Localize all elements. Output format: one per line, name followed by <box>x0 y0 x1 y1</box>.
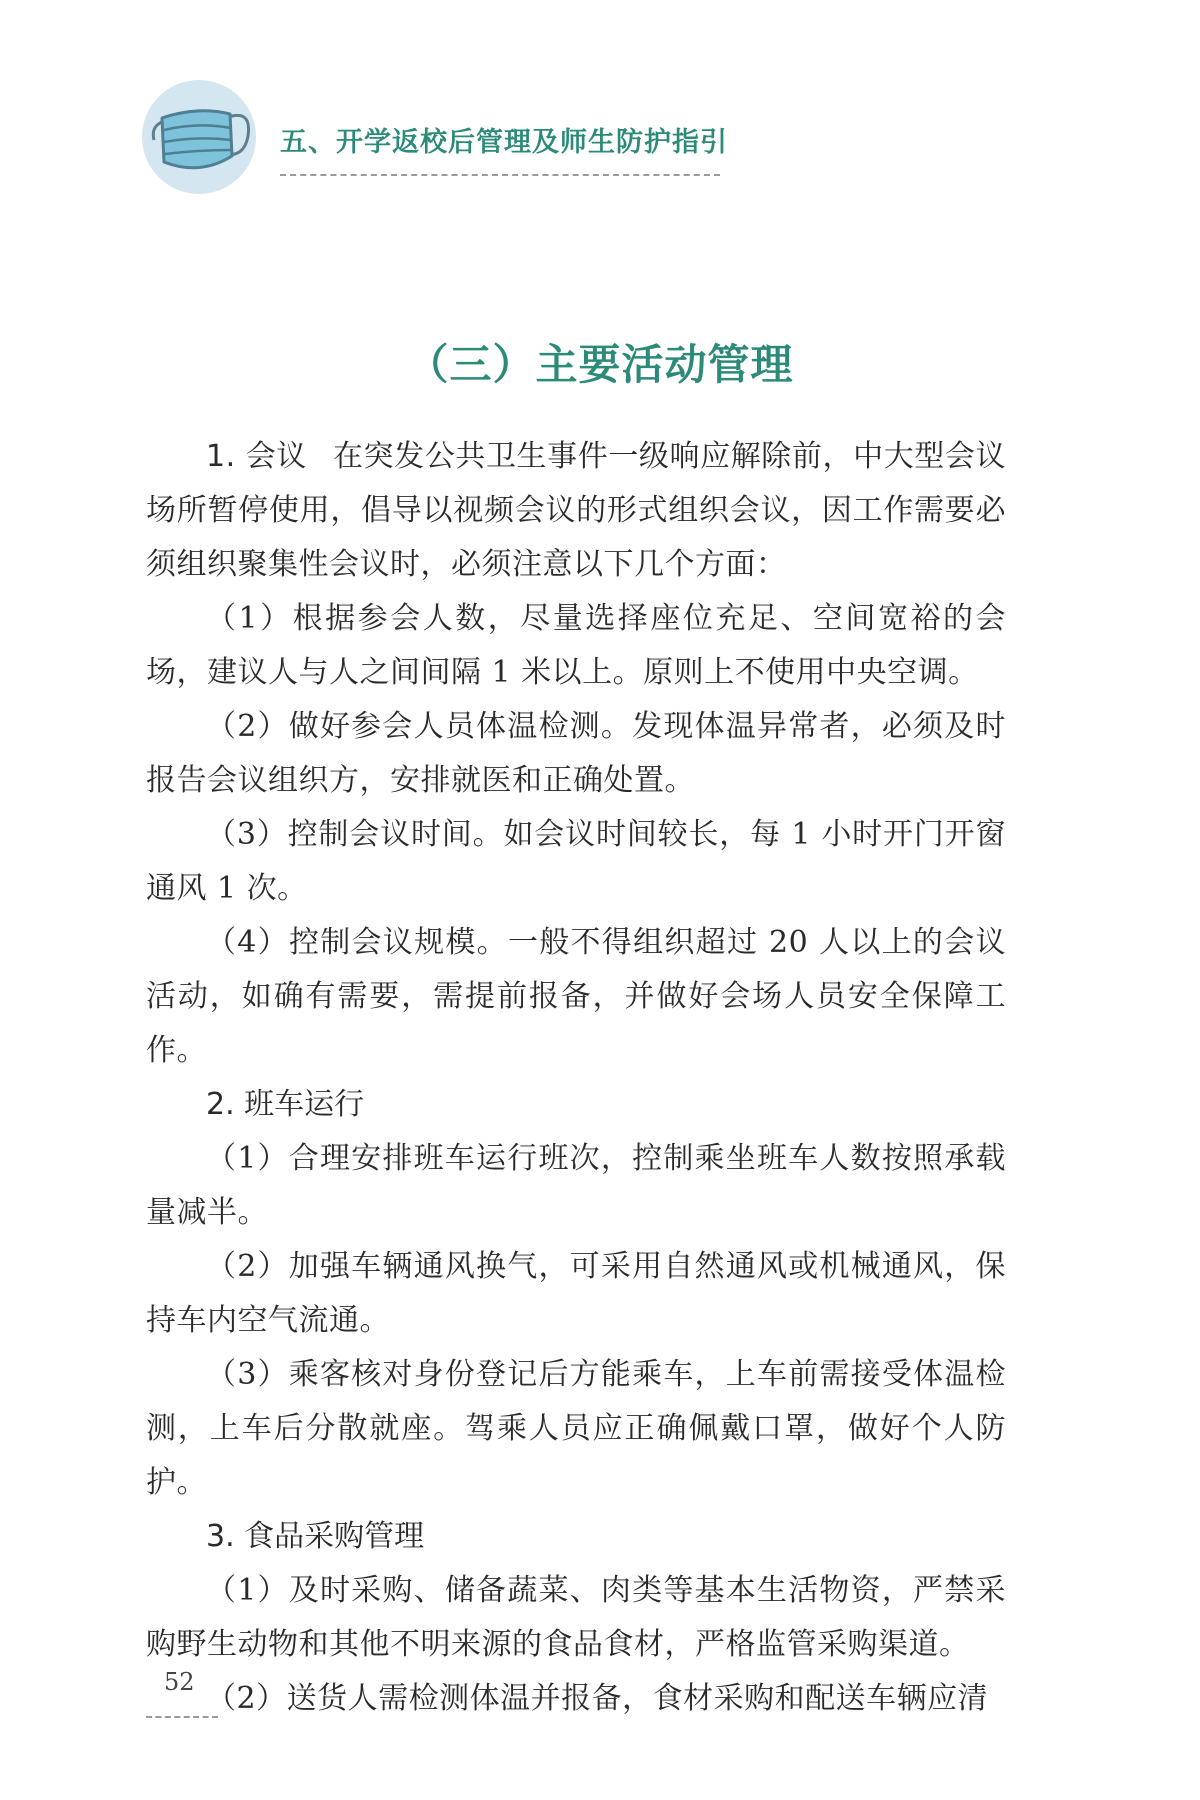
food-item-1: （1）及时采购、储备蔬菜、肉类等基本生活物资，严禁采购野生动物和其他不明来源的食品食材，严格监管采购渠道。 <box>146 1573 1006 1662</box>
meeting-item-1: （1）根据参会人数，尽量选择座位充足、空间宽裕的会场，建议人与人之间间隔 1 米以上。原则上不使用中央空调。 <box>146 601 1006 690</box>
header-divider <box>280 174 720 176</box>
meeting-intro-text: 在突发公共卫生事件一级响应解除前，中大型会议场所暂停使用，倡导以视频会议的形式组织会议，因工作需要必须组织聚集性会议时，必须注意以下几个方面： <box>146 439 1006 582</box>
meeting-item-4: （4）控制会议规模。一般不得组织超过 20 人以上的会议活动，如确有需要，需提前报备，并做好会场人员安全保障工作。 <box>146 925 1006 1068</box>
shuttle-item-2: （2）加强车辆通风换气，可采用自然通风或机械通风，保持车内空气流通。 <box>146 1249 1006 1338</box>
shuttle-heading: 2. 班车运行 <box>206 1087 365 1122</box>
shuttle-item-3: （3）乘客核对身份登记后方能乘车，上车前需接受体温检测，上车后分散就座。驾乘人员应正确佩戴口罩，做好个人防护。 <box>146 1357 1006 1500</box>
page-number: 52 <box>164 1668 195 1696</box>
footer-divider <box>146 1716 218 1718</box>
chapter-header <box>140 78 740 208</box>
document-body <box>146 430 1006 1726</box>
meeting-item-3: （3）控制会议时间。如会议时间较长，每 1 小时开门开窗通风 1 次。 <box>146 817 1006 906</box>
meeting-item-2: （2）做好参会人员体温检测。发现体温异常者，必须及时报告会议组织方，安排就医和正确处置。 <box>146 709 1006 798</box>
shuttle-item-1: （1）合理安排班车运行班次，控制乘坐班车人数按照承载量减半。 <box>146 1141 1006 1230</box>
paragraph-meeting-intro <box>146 430 1006 592</box>
food-item-2: （2）送货人需检测体温并报备，食材采购和配送车辆应清 <box>206 1681 989 1716</box>
meeting-heading: 1. 会议 <box>206 439 307 474</box>
section-title: （三）主要活动管理 <box>406 340 794 389</box>
face-mask-icon <box>140 78 258 196</box>
food-heading: 3. 食品采购管理 <box>206 1519 425 1554</box>
chapter-title: 五、开学返校后管理及师生防护指引 <box>280 127 728 158</box>
